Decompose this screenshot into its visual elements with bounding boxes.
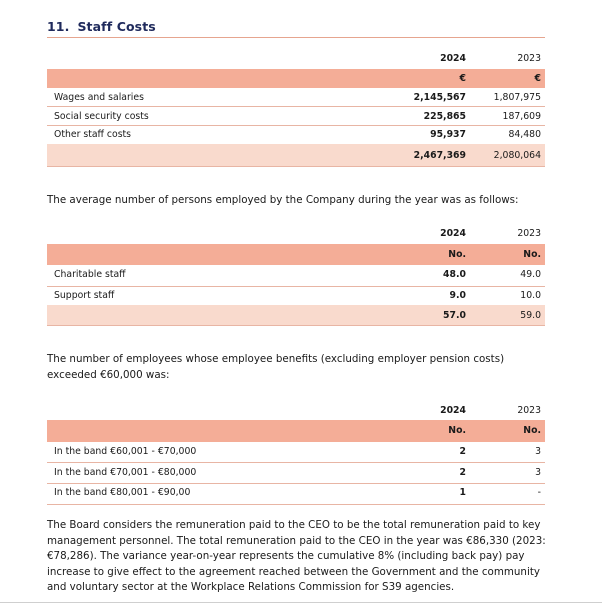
row-label: Social security costs	[54, 111, 149, 122]
benefits-intro: The number of employees whose employee benefits (excluding employer pension costs) exceeded €60,000 was:	[47, 353, 505, 381]
table-row	[47, 287, 545, 305]
total-2024: 2,467,369	[413, 150, 466, 161]
row-value-2023: 3	[535, 467, 541, 478]
header-2023: 2023	[517, 228, 541, 239]
row-label: Other staff costs	[54, 129, 132, 140]
unit-2023: €	[534, 73, 541, 84]
row-value-2024: 48.0	[443, 269, 466, 280]
total-2023: 59.0	[520, 310, 541, 321]
total-2023: 2,080,064	[493, 150, 541, 161]
table-row	[47, 484, 545, 505]
row-value-2024: 9.0	[449, 290, 466, 301]
header-2023: 2023	[517, 405, 541, 416]
employees-intro: The average number of persons employed by the Company during the year was as follows:	[47, 194, 519, 206]
table-row	[47, 463, 545, 484]
unit-2024: €	[459, 73, 466, 84]
row-label: Support staff	[54, 290, 115, 301]
unit-2023: No.	[523, 249, 541, 260]
row-value-2024: 2	[459, 446, 466, 457]
row-value-2023: 49.0	[520, 269, 541, 280]
row-value-2024: 2	[459, 467, 466, 478]
total-row	[47, 305, 545, 326]
row-label: In the band €70,001 - €80,000	[54, 467, 197, 478]
header-2024: 2024	[440, 405, 466, 416]
table-header-row	[47, 50, 545, 66]
header-2023: 2023	[517, 53, 541, 64]
unit-2024: No.	[448, 425, 466, 436]
table-row	[47, 265, 545, 287]
row-value-2023: 187,609	[502, 111, 541, 122]
row-value-2024: 95,937	[430, 129, 466, 140]
header-2024: 2024	[440, 53, 466, 64]
row-value-2023: 10.0	[520, 290, 541, 301]
table-row	[47, 107, 545, 126]
section-title: Staff Costs	[77, 19, 156, 34]
row-value-2023: 84,480	[508, 129, 541, 140]
row-label: Wages and salaries	[54, 92, 144, 103]
row-value-2024: 2,145,567	[413, 92, 466, 103]
section-number: 11.	[47, 19, 70, 34]
header-2024: 2024	[440, 228, 466, 239]
unit-2024: No.	[448, 249, 466, 260]
table-header-row	[47, 225, 545, 241]
row-label: Charitable staff	[54, 269, 126, 280]
units-row	[47, 244, 545, 265]
table-row	[47, 442, 545, 463]
row-value-2023: -	[537, 487, 541, 498]
row-value-2023: 1,807,975	[493, 92, 541, 103]
total-2024: 57.0	[443, 310, 466, 321]
row-value-2024: 225,865	[423, 111, 466, 122]
row-value-2023: 3	[535, 446, 541, 457]
table-row	[47, 88, 545, 107]
units-row	[47, 420, 545, 442]
unit-2023: No.	[523, 425, 541, 436]
table-header-row	[47, 402, 545, 418]
row-label: In the band €80,001 - €90,00	[54, 487, 191, 498]
row-value-2024: 1	[459, 487, 466, 498]
table-row	[47, 126, 545, 144]
row-label: In the band €60,001 - €70,000	[54, 446, 197, 457]
units-row	[47, 69, 545, 88]
section-heading	[47, 19, 156, 34]
page-bottom-divider	[0, 602, 602, 603]
closing-paragraph: The Board considers the remuneration paid to the CEO to be the total remuneration paid to key management personnel. The total remuneration paid to the CEO in the year was €86,330 (2023: €78,286). The variance year-on-year represents the cumulative 8% (including back pay) pay increase to give effect to the agreement reached between the Government and the community and voluntary sector at the Workplace Relations Commission for S39 agencies.	[47, 519, 546, 593]
total-row	[47, 144, 545, 167]
heading-divider	[47, 37, 545, 38]
